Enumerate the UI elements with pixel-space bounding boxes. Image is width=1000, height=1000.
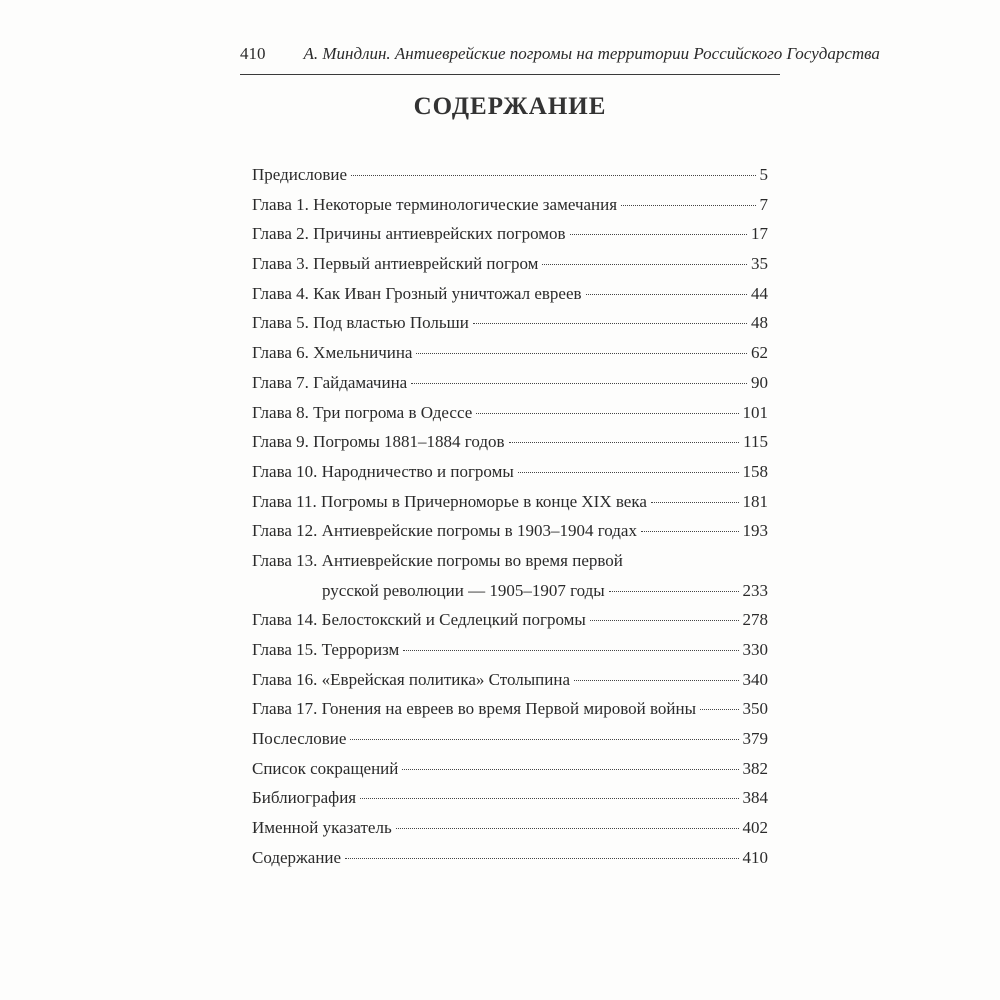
toc-entry-page: 35 <box>751 254 768 274</box>
running-title: А. Миндлин. Антиеврейские погромы на территории Российского Государства <box>303 44 880 63</box>
toc-entry <box>252 551 768 610</box>
toc-entry-page: 158 <box>742 461 768 481</box>
dot-leader <box>509 442 740 443</box>
toc-entry-label: Глава 5. Под властью Польши <box>252 313 469 333</box>
toc-entry <box>252 640 768 670</box>
toc-entry-label: Глава 16. «Еврейская политика» Столыпина <box>252 669 571 689</box>
toc-entry <box>252 759 768 789</box>
toc-entry-label: Глава 8. Три погрома в Одессе <box>252 402 473 422</box>
toc-entry-label: русской революции — 1905–1907 годы <box>322 580 605 600</box>
toc-entry-label: Глава 15. Терроризм <box>252 640 400 660</box>
dot-leader <box>700 709 738 710</box>
toc-entry <box>252 818 768 848</box>
toc-entry <box>252 788 768 818</box>
toc-entry-page: 115 <box>743 432 768 452</box>
toc-entry-page: 101 <box>742 402 768 422</box>
toc-entry <box>252 165 768 195</box>
toc-entry <box>252 343 768 373</box>
toc-entry <box>252 521 768 551</box>
toc-entry-page: 181 <box>742 491 768 511</box>
toc-entry-page: 7 <box>759 194 768 214</box>
toc-entry-label: Содержание <box>252 847 342 867</box>
dot-leader <box>360 798 738 799</box>
toc-entry-label: Глава 1. Некоторые терминологические замечания <box>252 194 618 214</box>
toc-entry-label: Предисловие <box>252 165 348 184</box>
toc-entry <box>252 224 768 254</box>
dot-leader <box>411 383 747 384</box>
dot-leader <box>476 413 738 414</box>
toc-entry <box>252 254 768 284</box>
dot-leader <box>396 828 739 829</box>
toc-entry-page: 48 <box>751 313 768 333</box>
toc-entry-page: 410 <box>742 847 768 867</box>
toc-entry-label: Глава 11. Погромы в Причерноморье в конце XIX века <box>252 491 647 511</box>
toc-entry <box>252 373 768 403</box>
toc-entry <box>252 462 768 492</box>
toc-entry-label: Глава 13. Антиеврейские погромы во время первой <box>252 550 623 570</box>
toc-entry-page: 350 <box>742 699 768 719</box>
toc-entry <box>252 848 768 878</box>
dot-leader <box>651 502 739 503</box>
dot-leader <box>403 650 738 651</box>
toc-entry-page: 193 <box>742 521 768 541</box>
dot-leader <box>473 323 747 324</box>
dot-leader <box>641 531 739 532</box>
toc-entry-page: 44 <box>751 283 768 303</box>
toc-entry-page: 62 <box>751 343 768 363</box>
toc-entry-label: Список сокращений <box>252 758 399 778</box>
toc-entry-label: Глава 10. Народничество и погромы <box>252 461 514 481</box>
toc-entry-label: Глава 17. Гонения на евреев во время Первой мировой войны <box>252 699 697 719</box>
toc-entry-label: Глава 6. Хмельничина <box>252 343 413 363</box>
toc-entry <box>252 403 768 433</box>
toc-entry-label: Именной указатель <box>252 818 392 838</box>
toc-entry-page: 278 <box>742 610 768 630</box>
dot-leader <box>518 472 739 473</box>
toc-entry-label: Глава 12. Антиеврейские погромы в 1903–1904 годах <box>252 521 637 541</box>
toc-entry-page: 402 <box>742 818 768 838</box>
dot-leader <box>621 205 755 206</box>
toc-entry-page: 17 <box>751 224 768 244</box>
toc-entry-label: Глава 7. Гайдамачина <box>252 372 408 392</box>
running-head <box>240 44 880 64</box>
toc-entry <box>252 610 768 640</box>
toc-entry-page: 379 <box>742 729 768 749</box>
header-rule <box>240 74 780 75</box>
toc-entry <box>252 492 768 522</box>
toc-entry-page: 330 <box>742 640 768 660</box>
table-of-contents <box>252 165 768 878</box>
toc-entry-label: Послесловие <box>252 729 347 749</box>
toc-entry-page: 340 <box>742 669 768 689</box>
dot-leader <box>542 264 747 265</box>
toc-entry <box>252 729 768 759</box>
toc-entry <box>252 670 768 700</box>
toc-entry-page: 5 <box>759 165 768 184</box>
toc-entry-label: Глава 9. Погромы 1881–1884 годов <box>252 432 505 452</box>
toc-entry-label: Глава 4. Как Иван Грозный уничтожал евреев <box>252 283 582 303</box>
toc-entry-page: 233 <box>742 580 768 600</box>
toc-entry-page: 90 <box>751 372 768 392</box>
dot-leader <box>402 769 738 770</box>
dot-leader <box>350 739 738 740</box>
dot-leader <box>609 591 739 592</box>
toc-entry-label: Глава 2. Причины антиеврейских погромов <box>252 224 566 244</box>
dot-leader <box>590 620 739 621</box>
toc-entry <box>252 699 768 729</box>
toc-entry <box>252 284 768 314</box>
toc-entry-label: Глава 3. Первый антиеврейский погром <box>252 254 539 274</box>
toc-entry <box>252 432 768 462</box>
page-title: СОДЕРЖАНИЕ <box>413 93 607 120</box>
dot-leader <box>570 234 747 235</box>
dot-leader <box>351 175 755 176</box>
toc-entry-page: 382 <box>742 758 768 778</box>
dot-leader <box>416 353 747 354</box>
toc-entry <box>252 195 768 225</box>
toc-entry-label: Глава 14. Белостокский и Седлецкий погромы <box>252 610 586 630</box>
toc-entry-label: Библиография <box>252 788 357 808</box>
toc-entry <box>252 313 768 343</box>
page-number: 410 <box>240 44 266 63</box>
dot-leader <box>574 680 738 681</box>
dot-leader <box>586 294 747 295</box>
dot-leader <box>345 858 738 859</box>
toc-entry-page: 384 <box>742 788 768 808</box>
